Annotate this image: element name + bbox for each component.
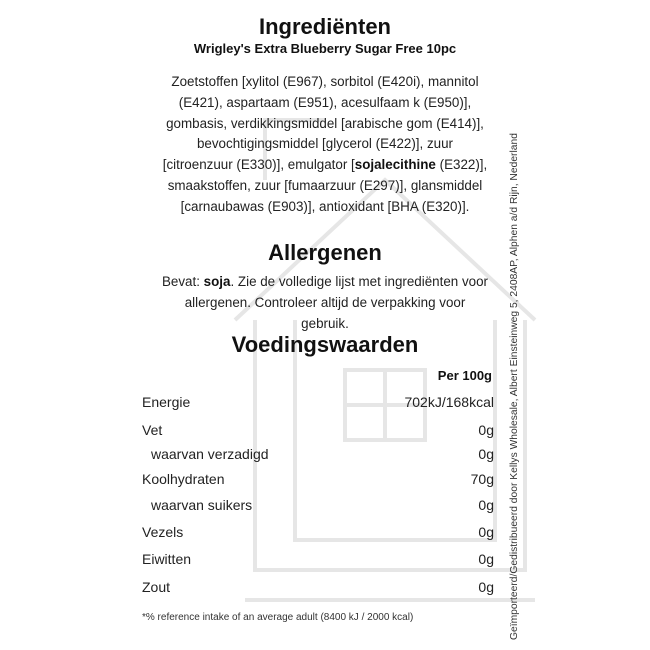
nutrition-value: 0g (478, 446, 494, 462)
nutrition-row-eiwitten (142, 551, 494, 571)
nutrition-row-suikers (142, 497, 494, 517)
allergen-highlight: sojalecithine (354, 157, 436, 173)
ingredients-text: bevochtigingsmiddel [glycerol (E422)], zuur (196, 136, 454, 152)
nutrition-label: Koolhydraten (142, 471, 225, 487)
importer-note: Geïmporteerd/Gedistribueerd door Kellys Wholesale, Albert Einsteinweg 5, 2408AP, Alphen a/d Rijn, Nederland (509, 133, 520, 640)
allergens-line: allergenen. Controleer altijd de verpakking voor (184, 294, 466, 310)
nutrition-row-koolhydraten (142, 471, 494, 491)
nutrition-title: Voedingswaarden (231, 332, 419, 357)
nutrition-value: 0g (478, 422, 494, 438)
ingredients-text: smaakstoffen, zuur [fumaarzuur (E297)], glansmiddel (167, 177, 483, 193)
nutrition-label: Eiwitten (142, 551, 192, 567)
nutrition-value: 702kJ/168kcal (404, 394, 494, 410)
nutrition-row-verzadigd (142, 446, 494, 466)
allergen-name: soja (203, 274, 231, 289)
nutrition-value: 0g (478, 497, 494, 513)
nutrition-row-vet (142, 422, 494, 442)
nutrition-row-energie (142, 394, 494, 414)
nutrition-label: waarvan suikers (151, 497, 253, 513)
allergens-line: gebruik. (301, 315, 349, 331)
ingredients-line (140, 155, 510, 176)
ingredients-list (140, 72, 510, 218)
ingredients-line (140, 197, 510, 218)
ingredients-text: [carnaubawas (E903)], antioxidant [BHA (E320)]. (180, 198, 470, 214)
nutrition-value: 0g (478, 579, 494, 595)
ingredients-line (140, 72, 510, 93)
ingredients-text: (E322)], (435, 157, 488, 173)
ingredients-text: (E421), aspartaam (E951), acesulfaam k (E950)], (178, 94, 472, 110)
ingredients-text: Zoetstoffen [xylitol (E967), sorbitol (E420i), mannitol (171, 74, 479, 89)
allergens-title: Allergenen (268, 240, 382, 265)
ingredients-text: [citroenzuur (E330)], emulgator [ (162, 157, 355, 173)
product-name: Wrigley's Extra Blueberry Sugar Free 10pc (193, 41, 457, 56)
nutrition-value: 0g (478, 524, 494, 540)
allergens-prefix: Bevat: (161, 274, 204, 289)
ingredients-title: Ingrediënten (258, 14, 391, 39)
nutrition-label: Energie (142, 394, 191, 410)
allergens-text-part: . Zie de volledige lijst met ingrediënten voor (230, 274, 489, 289)
ingredients-line (140, 176, 510, 197)
nutrition-column-header: Per 100g (437, 368, 492, 383)
ingredients-line (140, 134, 510, 155)
nutrition-value: 70g (470, 471, 494, 487)
nutrition-row-vezels (142, 524, 494, 544)
nutrition-label: Zout (142, 579, 171, 595)
nutrition-label: Vezels (142, 524, 184, 540)
allergens-text (140, 272, 510, 334)
nutrition-label: waarvan verzadigd (151, 446, 269, 462)
ingredients-line (140, 93, 510, 114)
nutrition-value: 0g (478, 551, 494, 567)
nutrition-row-zout (142, 579, 494, 599)
nutrition-label: Vet (142, 422, 163, 438)
ingredients-line (140, 114, 510, 135)
allergens-line (140, 272, 510, 293)
reference-intake-footnote: *% reference intake of an average adult (8400 kJ / 2000 kcal) (142, 612, 414, 623)
ingredients-text: gombasis, verdikkingsmiddel [arabische gom (E414)], (166, 115, 484, 131)
